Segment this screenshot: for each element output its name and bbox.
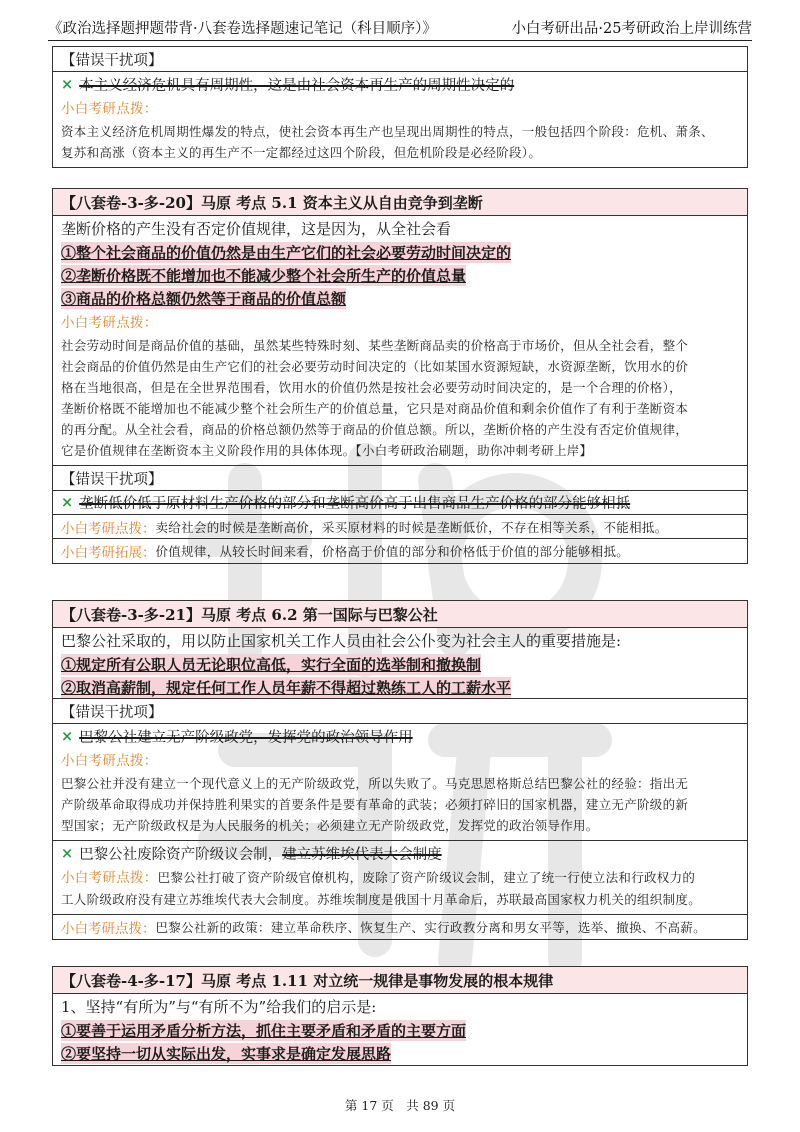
analysis-line: 社会劳动时间是商品价值的基础，虽然某些特殊时刻、某些垄断商品卖的价格高于市场价，但从全社会看，整个 bbox=[61, 338, 689, 353]
answer-text: ①要善于运用矛盾分析方法，抓住主要矛盾和矛盾的主要方面 bbox=[61, 1022, 467, 1040]
analysis-line: 工人阶级政府没有建立苏维埃代表大会制度。苏维埃制度是俄国十月革命后，苏联最高国家权力机关的组织制度。 bbox=[61, 892, 702, 907]
header-brand: 小白考研出品·25考研政治上岸训练营 bbox=[511, 20, 752, 37]
wrong-option-text: 垄断低价低于原材料生产价格的部分和垄断高价高于出售商品生产价格的部分能够相抵 bbox=[79, 496, 631, 512]
analysis-line: 它是价值规律在垄断资本主义阶段作用的具体体现。【小白考研政治刷题，助你冲刺考研上岸】 bbox=[61, 443, 593, 458]
answer-text: ②要坚持一切从实际出发，实事求是确定发展思路 bbox=[61, 1045, 392, 1063]
wrong-option bbox=[53, 491, 747, 515]
wrong-option-text: 巴黎公社建立无产阶级政党，发挥党的政治领导作用 bbox=[79, 729, 413, 746]
analysis-block bbox=[53, 96, 747, 167]
answer-item bbox=[53, 653, 747, 676]
ext-label: 小白考研拓展： bbox=[61, 545, 156, 561]
answer-item bbox=[53, 676, 747, 699]
analysis-line: 资本主义经济危机周期性爆发的特点，使社会资本再生产也呈现出周期性的特点，一般包括四个阶段：危机、萧条、 bbox=[61, 124, 714, 139]
answer-text: ②垄断价格既不能增加也不能减少整个社会所生产的价值总量 bbox=[61, 267, 467, 285]
cross-icon: × bbox=[61, 494, 74, 511]
analysis-line: 型国家；无产阶级政权是为人民服务的机关；必须建立无产阶级政党，发挥党的政治领导作用。 bbox=[61, 818, 599, 833]
analysis-line: 格在当地很高，但是在全世界范围看，饮用水的价值仍然是按社会必要劳动时间决定的，是一个合理的价格）， bbox=[61, 380, 682, 395]
analysis-line bbox=[61, 867, 739, 889]
tip-label: 小白考研点拨： bbox=[61, 101, 158, 117]
analysis-block bbox=[53, 748, 747, 841]
question-text: 垄断价格的产生没有否定价值规律，这是因为，从全社会看 bbox=[61, 220, 452, 238]
wrong-option bbox=[53, 724, 747, 748]
analysis-block bbox=[53, 310, 747, 466]
tip-label: 小白考研点拨： bbox=[61, 315, 158, 331]
analysis-line: 产阶级革命取得成功并保持胜利果实的首要条件是要有革命的武装；必须打碎旧的国家机器，建立无产阶级的新 bbox=[61, 797, 689, 812]
answer-item bbox=[53, 1019, 747, 1042]
tip-label: 小白考研点拨： bbox=[61, 921, 156, 937]
answer-item bbox=[53, 287, 747, 310]
answer-text: ①整个社会商品的价值仍然是由生产它们的社会必要劳动时间决定的 bbox=[61, 244, 512, 262]
analysis-block bbox=[53, 865, 747, 915]
analysis-line: 的再分配。从全社会看，商品的价格总额仍然等于商品的价值总额。所以，垄断价格的产生没有否定价值规律， bbox=[61, 422, 689, 437]
analysis-line: 社会商品的价值仍然是由生产它们的社会必要劳动时间决定的（比如某国水资源短缺，水资源垄断，饮用水的价 bbox=[61, 359, 689, 374]
wrong-option bbox=[53, 72, 747, 96]
wrong-label: 【错误干扰项】 bbox=[53, 466, 747, 491]
tip-label: 小白考研点拨： bbox=[61, 520, 156, 537]
card-title: 【八套卷-3-多-20】马原 考点 5.1 资本主义从自由竞争到垄断 bbox=[53, 189, 747, 216]
cross-icon: × bbox=[61, 727, 74, 745]
wrong-option bbox=[53, 841, 747, 865]
answer-item bbox=[53, 264, 747, 287]
wrong-option-struck: 建立苏维埃代表大会制度 bbox=[282, 846, 442, 863]
page-number: 第 17 页 共 89 页 bbox=[344, 1098, 456, 1113]
card-title: 【八套卷-3-多-21】马原 考点 6.2 第一国际与巴黎公社 bbox=[53, 601, 747, 628]
wrong-option-text: 本主义经济危机具有周期性，这是由社会资本再生产的周期性决定的 bbox=[79, 77, 515, 94]
card-1 bbox=[52, 188, 748, 564]
tip-row bbox=[53, 515, 747, 539]
analysis-line: 垄断价格既不能增加也不能减少整个社会所生产的价值总量，它只是对商品价值和剩余价值作了有利于垄断资本 bbox=[61, 401, 689, 416]
wrong-label: 【错误干扰项】 bbox=[53, 47, 747, 72]
card-3 bbox=[52, 966, 748, 1066]
card-title: 【八套卷-4-多-17】马原 考点 1.11 对立统一规律是事物发展的根本规律 bbox=[53, 967, 747, 994]
tip-text: 卖给社会的时候是垄断高价，采买原材料的时候是垄断低价，不存在相等关系，不能相抵。 bbox=[155, 519, 668, 535]
page-header bbox=[48, 14, 752, 41]
tip-label: 小白考研点拨： bbox=[61, 870, 158, 886]
cross-icon: × bbox=[61, 844, 74, 862]
header-title: 《政治选择题押题带背·八套卷选择题速记笔记（科目顺序）》 bbox=[48, 20, 437, 37]
answer-text: ①规定所有公职人员无论职位高低，实行全面的选举制和撤换制 bbox=[61, 656, 482, 674]
answer-item bbox=[53, 241, 747, 264]
card-0 bbox=[52, 46, 748, 168]
tip-row bbox=[53, 915, 747, 939]
tip-text: 巴黎公社打破了资产阶级官僚机构，废除了资产阶级议会制，建立了统一行使立法和行政权力的 bbox=[157, 870, 696, 885]
question-text: 1、坚持“有所为”与“有所不为”给我们的启示是: bbox=[61, 998, 377, 1016]
answer-text: ②取消高薪制，规定任何工作人员年薪不得超过熟练工人的工薪水平 bbox=[61, 678, 512, 697]
analysis-line: 巴黎公社并没有建立一个现代意义上的无产阶级政党，所以失败了。马克思恩格斯总结巴黎公社的经验：指出无 bbox=[61, 776, 689, 791]
ext-text: 价值规律，从较长时间来看，价格高于价值的部分和价格低于价值的部分能够相抵。 bbox=[155, 544, 630, 559]
answer-item bbox=[53, 1042, 747, 1065]
card-2 bbox=[52, 600, 748, 940]
analysis-line: 复苏和高涨（资本主义的再生产不一定都经过这四个阶段，但危机阶段是必经阶段）。 bbox=[61, 145, 542, 160]
wrong-label: 【错误干扰项】 bbox=[53, 699, 747, 724]
tip-text: 巴黎公社新的政策：建立革命秩序、恢复生产、实行政教分离和男女平等，选举、撤换、不高薪。 bbox=[155, 920, 706, 935]
question-text: 巴黎公社采取的，用以防止国家机关工作人员由社会公仆变为社会主人的重要措施是: bbox=[61, 632, 622, 650]
cross-icon: × bbox=[61, 75, 74, 93]
answer-text: ③商品的价格总额仍然等于商品的价值总额 bbox=[61, 290, 347, 308]
ext-row bbox=[53, 539, 747, 563]
tip-label: 小白考研点拨： bbox=[61, 753, 158, 769]
wrong-option-text: 巴黎公社废除资产阶级议会制， bbox=[79, 846, 283, 863]
